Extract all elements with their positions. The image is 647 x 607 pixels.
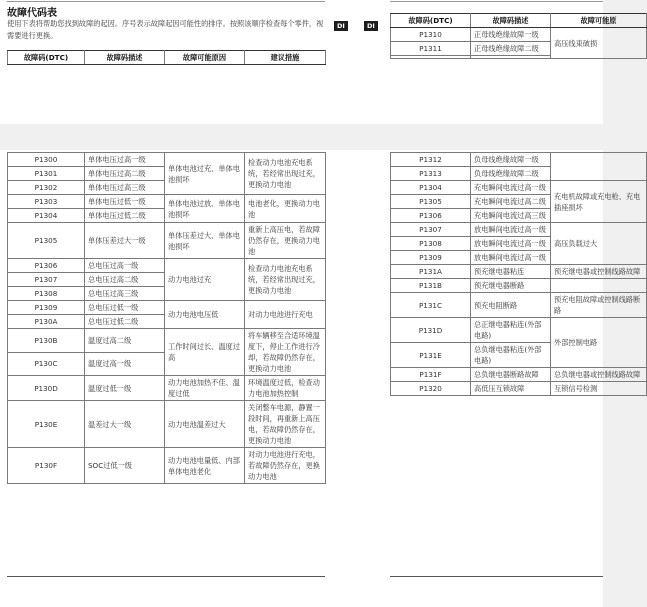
dtc-description: 单体电压过低一级 <box>85 195 165 209</box>
col-header-dtc: 故障码(DTC) <box>391 14 471 28</box>
dtc-description: 放电瞬间电流过高一级 <box>471 237 551 251</box>
dtc-code: P1309 <box>8 301 85 315</box>
dtc-code: P131E <box>391 343 471 368</box>
fault-cause: 单体压差过大、单体电池损坏 <box>165 223 245 259</box>
dtc-code: P131D <box>391 318 471 343</box>
table-row <box>391 223 647 237</box>
dtc-description: 负母线绝缘故障二级 <box>471 167 551 181</box>
table-row <box>391 368 647 382</box>
suggested-action: 将车辆移至合适环境温度下，停止工作进行冷却，若故障仍然存在，更换动力电池 <box>245 329 326 376</box>
dtc-code: P130D <box>8 376 85 401</box>
dtc-code: P130C <box>8 352 85 376</box>
dtc-code: P1312 <box>391 153 471 167</box>
table-row <box>8 401 326 448</box>
fault-cause: 单体电池过充、单体电池损坏 <box>165 153 245 195</box>
fault-cause: 互锁信号检测 <box>551 382 647 396</box>
dtc-description: 单体电压过低二级 <box>85 209 165 223</box>
table-row <box>8 195 326 209</box>
dtc-code: P1305 <box>391 195 471 209</box>
dtc-code: P1304 <box>8 209 85 223</box>
suggested-action: 检查动力电池充电系统，若经常出现过充，更换动力电池 <box>245 259 326 301</box>
fault-cause: 外部控制电路 <box>551 318 647 368</box>
fault-cause: 动力电池加热不佳、温度过低 <box>165 376 245 401</box>
table-row <box>8 376 326 401</box>
suggested-action: 检查动力电池充电系统，若经常出现过充，更换动力电池 <box>245 153 326 195</box>
dtc-code: P1307 <box>8 273 85 287</box>
header-rule <box>390 1 603 2</box>
dtc-description: 单体电压过高三级 <box>85 181 165 195</box>
dtc-description: 温度过高二级 <box>85 329 165 353</box>
dtc-description: 单体电压过高一级 <box>85 153 165 167</box>
col-header-action: 建议措施 <box>245 51 326 65</box>
dtc-code: P1303 <box>8 195 85 209</box>
table-row <box>391 279 647 293</box>
dtc-description: 充电瞬间电流过高一级 <box>471 181 551 195</box>
suggested-action: 电池老化，更换动力电池 <box>245 195 326 223</box>
col-header-dtc: 故障码(DTC) <box>8 51 85 65</box>
dtc-description: SOC过低一级 <box>85 448 165 484</box>
header-rule <box>7 1 325 2</box>
dtc-code: P130E <box>8 401 85 448</box>
suggested-action: 重新上高压电，若故障仍然存在，更换动力电池 <box>245 223 326 259</box>
table-row <box>391 318 647 343</box>
section-title: 故障代码表 <box>7 8 57 19</box>
section-tab-di: DI <box>334 21 348 31</box>
fault-cause: 充电机故障或充电枪、充电插座损坏 <box>551 181 647 223</box>
dtc-description: 总正继电器粘连(外部电路) <box>471 318 551 343</box>
dtc-description: 总负继电器粘连(外部电路) <box>471 343 551 368</box>
table-row <box>391 181 647 195</box>
dtc-description: 充电瞬间电流过高三级 <box>471 209 551 223</box>
fault-cause: 工作时间过长、温度过高 <box>165 329 245 376</box>
section-intro: 使用下表将帮助您找到故障的起因。序号表示故障起因可能性的排序。按照该顺序检查每个零件，视需要进行更换。 <box>7 19 324 40</box>
right-page-top <box>383 0 617 124</box>
fault-cause: 预充继电器或控制线路故障 <box>551 265 647 279</box>
left-fault-code-table <box>7 152 326 484</box>
dtc-code: P1300 <box>8 153 85 167</box>
fault-cause: 动力电池电量低、内部单体电池老化 <box>165 448 245 484</box>
left-top-table-header <box>7 50 326 65</box>
suggested-action: 关闭整车电源，静置一段时间，再重新上高压电，若故障仍然存在，更换动力电池 <box>245 401 326 448</box>
dtc-description: 负母线绝缘故障一级 <box>471 153 551 167</box>
dtc-description: 充电瞬间电流过高二级 <box>471 195 551 209</box>
fault-cause: 动力电池电压低 <box>165 301 245 329</box>
dtc-description: 预充电阻断路 <box>471 293 551 318</box>
dtc-description: 预充继电器粘连 <box>471 265 551 279</box>
table-row <box>391 382 647 396</box>
dtc-code: P131F <box>391 368 471 382</box>
col-header-desc: 故障码描述 <box>85 51 165 65</box>
dtc-description: 温差过大一级 <box>85 401 165 448</box>
dtc-description: 单体电压过高二级 <box>85 167 165 181</box>
dtc-description: 预充继电器断路 <box>471 279 551 293</box>
dtc-description: 正母线绝缘故障二级 <box>471 42 551 56</box>
fault-cause: 总负继电器或控制线路故障 <box>551 368 647 382</box>
table-row <box>8 153 326 167</box>
table-row <box>391 153 647 167</box>
table-row <box>391 293 647 318</box>
table-row <box>8 448 326 484</box>
footer-rule <box>7 576 325 577</box>
dtc-code: P1311 <box>391 42 471 56</box>
table-row <box>391 265 647 279</box>
dtc-description: 总负继电器断路故障 <box>471 368 551 382</box>
fault-cause: 动力电池过充 <box>165 259 245 301</box>
col-header-desc: 故障码描述 <box>471 14 551 28</box>
table-row <box>391 28 647 42</box>
suggested-action: 对动力电池进行充电 <box>245 301 326 329</box>
left-page-top <box>0 0 329 124</box>
dtc-code: P1308 <box>391 237 471 251</box>
fault-cause: 高压线束破损 <box>551 28 647 59</box>
dtc-description: 总电压过低二级 <box>85 315 165 329</box>
dtc-code: P130B <box>8 329 85 353</box>
dtc-code: P131C <box>391 293 471 318</box>
dtc-description: 总电压过高一级 <box>85 259 165 273</box>
col-header-cause: 故障可能原因 <box>165 51 245 65</box>
fault-cause <box>551 153 647 181</box>
dtc-description: 单体压差过大一级 <box>85 223 165 259</box>
dtc-code: P1301 <box>8 167 85 181</box>
dtc-description: 放电瞬间电流过高一级 <box>471 223 551 237</box>
dtc-code: P1302 <box>8 181 85 195</box>
section-tab-di: DI <box>364 21 378 31</box>
fault-cause <box>551 279 647 293</box>
dtc-code: P1306 <box>8 259 85 273</box>
dtc-code: P1308 <box>8 287 85 301</box>
dtc-code: P131A <box>391 265 471 279</box>
fault-cause: 单体电池过放、单体电池损坏 <box>165 195 245 223</box>
dtc-description: 放电瞬间电流过高一级 <box>471 251 551 265</box>
col-header-cause: 故障可能原 <box>551 14 647 28</box>
dtc-description: 总电压过高三级 <box>85 287 165 301</box>
dtc-description: 高低压互锁故障 <box>471 382 551 396</box>
right-fault-code-table <box>390 152 647 396</box>
dtc-code: P1307 <box>391 223 471 237</box>
right-top-table <box>390 13 647 59</box>
dtc-code: P1310 <box>391 28 471 42</box>
table-row <box>8 259 326 273</box>
table-row <box>8 301 326 315</box>
suggested-action: 环境温度过低，检查动力电池加热控制 <box>245 376 326 401</box>
table-row <box>8 223 326 259</box>
dtc-code: P1305 <box>8 223 85 259</box>
dtc-code: P130F <box>8 448 85 484</box>
dtc-code: P1306 <box>391 209 471 223</box>
dtc-code: P1304 <box>391 181 471 195</box>
suggested-action: 对动力电池进行充电，若故障仍然存在，更换动力电池 <box>245 448 326 484</box>
dtc-code: P130A <box>8 315 85 329</box>
fault-cause: 动力电池温差过大 <box>165 401 245 448</box>
dtc-code: P1313 <box>391 167 471 181</box>
dtc-description: 温度过高一级 <box>85 352 165 376</box>
dtc-description: 总电压过低一级 <box>85 301 165 315</box>
footer-rule <box>390 576 603 577</box>
dtc-code: P1309 <box>391 251 471 265</box>
dtc-code: P1320 <box>391 382 471 396</box>
dtc-code: P131B <box>391 279 471 293</box>
fault-cause: 高压负载过大 <box>551 223 647 265</box>
table-row <box>8 329 326 353</box>
dtc-description: 正母线绝缘故障一级 <box>471 28 551 42</box>
dtc-description: 温度过低一级 <box>85 376 165 401</box>
dtc-description: 总电压过高二级 <box>85 273 165 287</box>
fault-cause: 预充电阻故障或控制线路断路 <box>551 293 647 318</box>
